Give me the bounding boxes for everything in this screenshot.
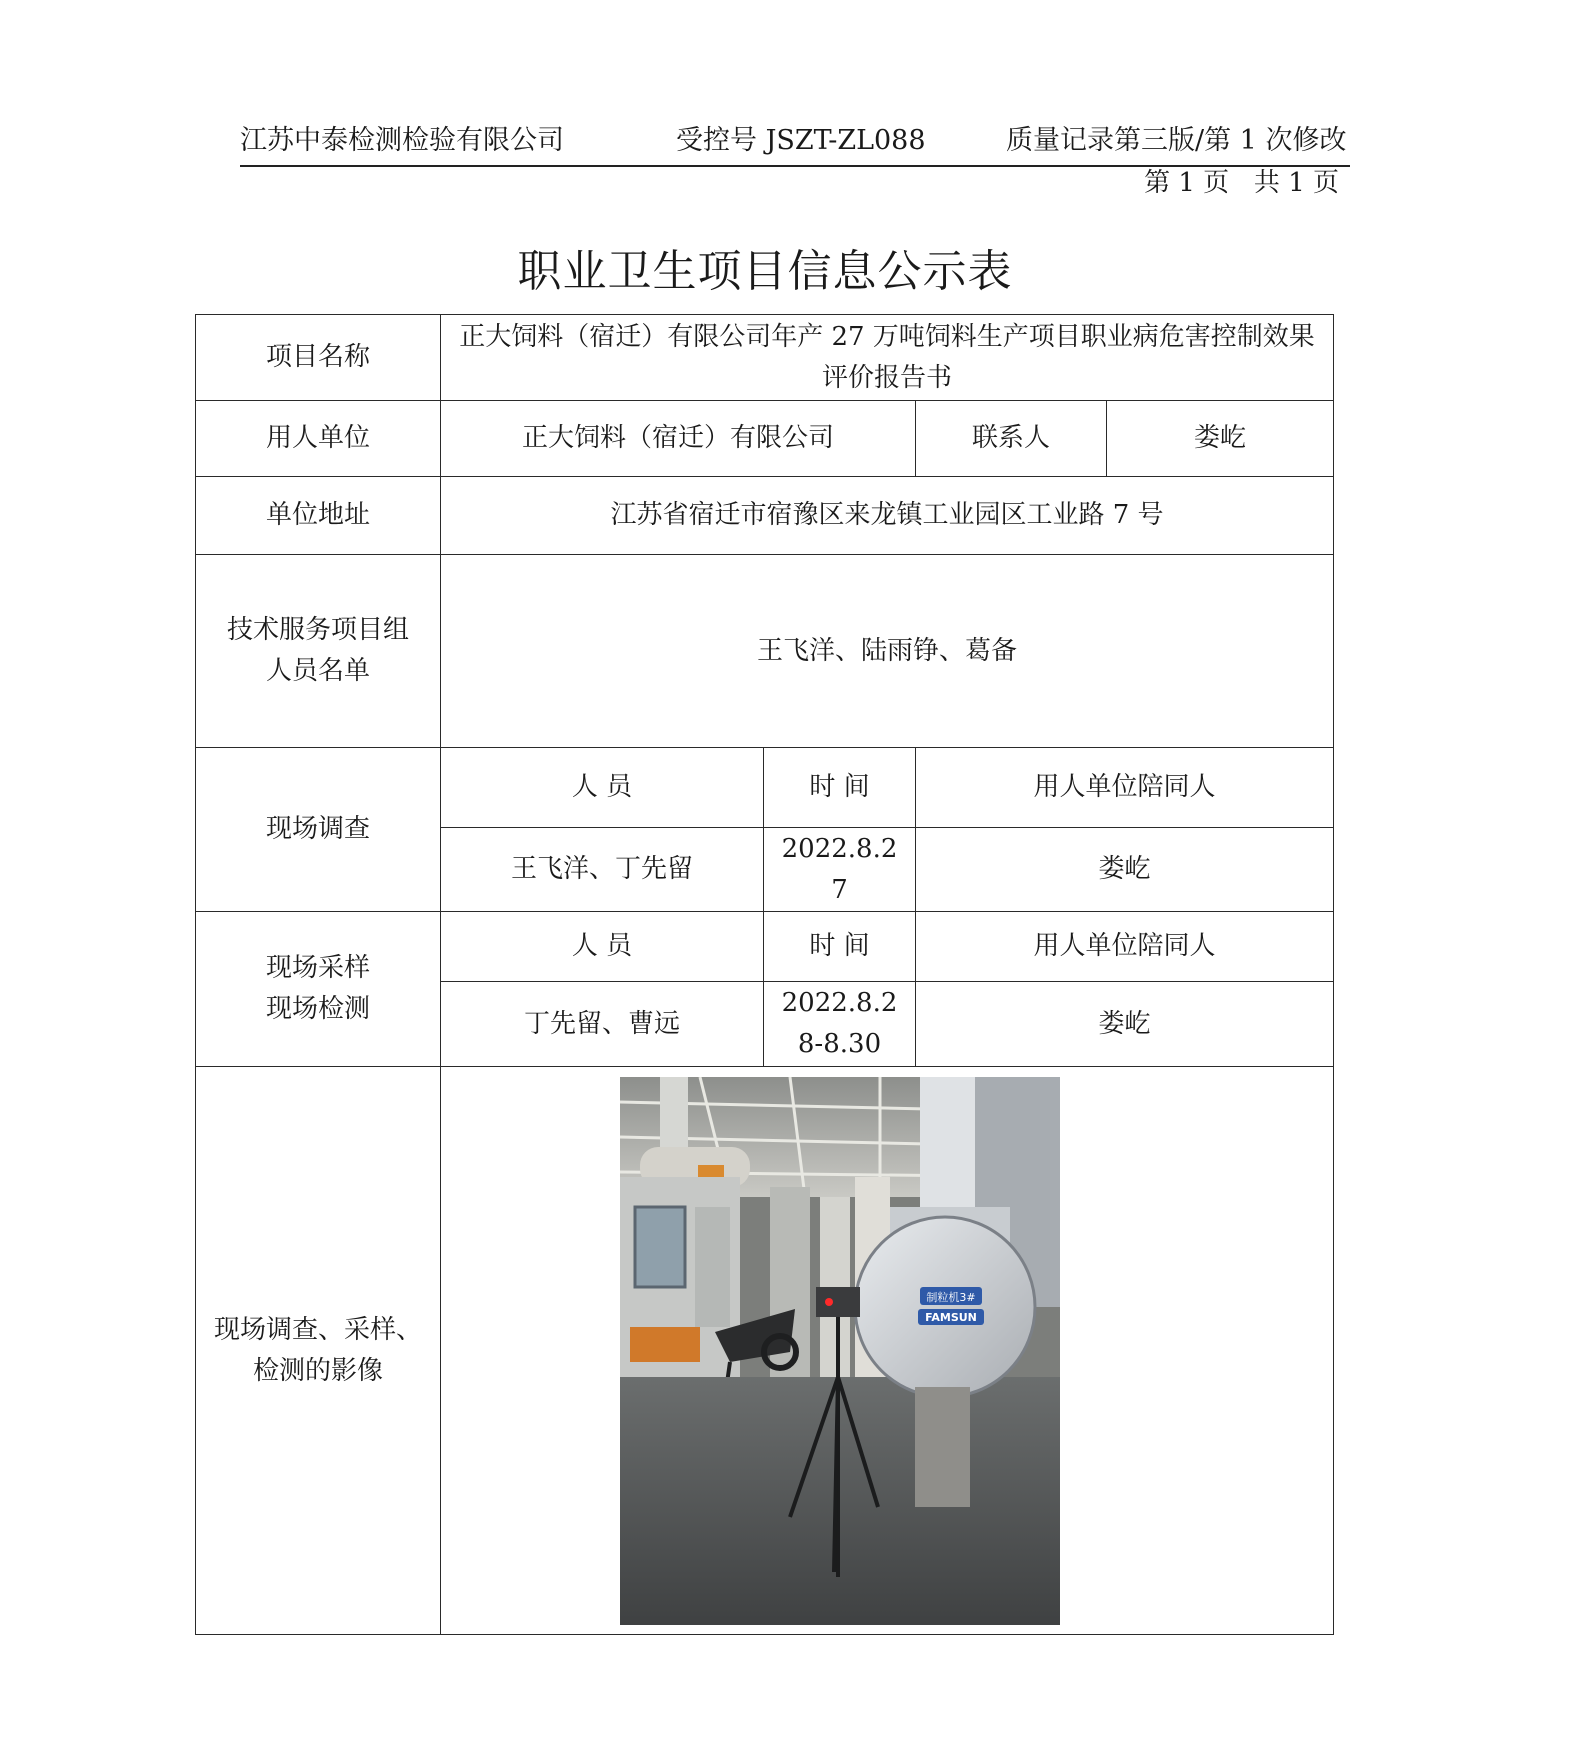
cabinet-door	[695, 1207, 730, 1327]
survey-escort-header: 用人单位陪同人	[916, 748, 1334, 828]
employer-value: 正大饲料（宿迁）有限公司	[441, 401, 916, 477]
contact-value: 娄屹	[1107, 401, 1334, 477]
row-address	[196, 477, 1334, 555]
sampling-escort: 娄屹	[916, 982, 1334, 1067]
address-value: 江苏省宿迁市宿豫区来龙镇工业园区工业路 7 号	[441, 477, 1334, 555]
address-label: 单位地址	[196, 477, 441, 555]
page-title: 职业卫生项目信息公示表	[517, 246, 1013, 297]
orange-crate	[630, 1327, 700, 1362]
sampling-personnel-header: 人 员	[441, 912, 764, 982]
survey-label: 现场调查	[196, 748, 441, 912]
mill-brand-text: FAMSUN	[925, 1311, 977, 1324]
sampling-personnel: 丁先留、曹远	[441, 982, 764, 1067]
images-cell	[441, 1067, 1334, 1635]
sampling-label: 现场采样现场检测	[196, 912, 441, 1067]
survey-personnel: 王飞洋、丁先留	[441, 828, 764, 912]
sampling-time: 2022.8.28-8.30	[764, 982, 916, 1067]
page-info: 第 1 页 共 1 页	[1144, 168, 1339, 198]
mill-base	[915, 1387, 970, 1507]
row-sampling-header	[196, 912, 1334, 982]
employer-label: 用人单位	[196, 401, 441, 477]
company-name: 江苏中泰检测检验有限公司	[240, 125, 564, 156]
record-version: 质量记录第三版/第 1 次修改	[1006, 125, 1347, 156]
survey-time-header: 时 间	[764, 748, 916, 828]
row-employer	[196, 401, 1334, 477]
team-value: 王飞洋、陆雨铮、葛备	[441, 555, 1334, 748]
mill-plate-text: 制粒机3#	[926, 1291, 976, 1304]
row-team	[196, 555, 1334, 748]
contact-label: 联系人	[916, 401, 1107, 477]
images-label: 现场调查、采样、检测的影像	[196, 1067, 441, 1635]
project-name-value: 正大饲料（宿迁）有限公司年产 27 万吨饲料生产项目职业病危害控制效果评价报告书	[441, 315, 1334, 401]
survey-personnel-header: 人 员	[441, 748, 764, 828]
row-survey-header	[196, 748, 1334, 828]
team-label: 技术服务项目组人员名单	[196, 555, 441, 748]
survey-escort: 娄屹	[916, 828, 1334, 912]
survey-time: 2022.8.27	[764, 828, 916, 912]
control-number: 受控号 JSZT-ZL088	[676, 125, 926, 156]
row-project-name	[196, 315, 1334, 401]
sound-meter	[816, 1287, 860, 1317]
sound-meter-led	[825, 1298, 833, 1306]
row-images	[196, 1067, 1334, 1635]
sampling-escort-header: 用人单位陪同人	[916, 912, 1334, 982]
project-name-label: 项目名称	[196, 315, 441, 401]
mill-drum	[855, 1217, 1035, 1397]
control-screen	[635, 1207, 685, 1287]
info-table	[195, 314, 1334, 1635]
sampling-time-header: 时 间	[764, 912, 916, 982]
site-photo	[620, 1077, 1060, 1625]
